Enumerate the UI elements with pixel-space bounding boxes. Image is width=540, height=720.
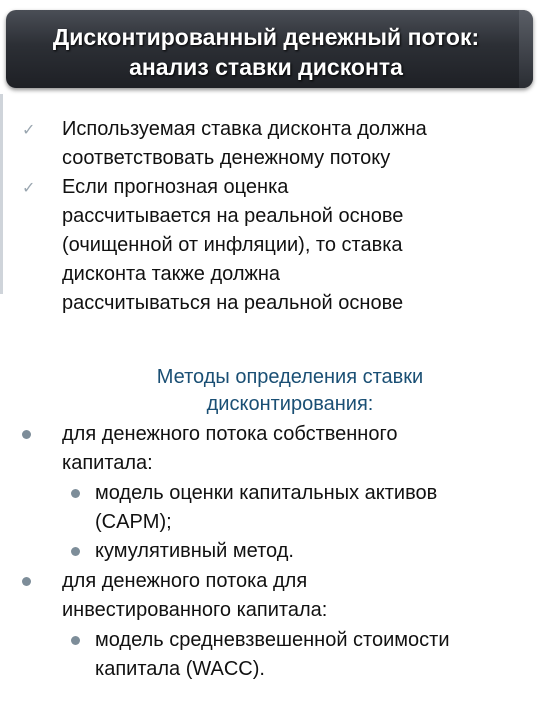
methods-heading-line-1: Методы определения ставки <box>156 366 424 388</box>
check-item-2-line-2: рассчитывается на реальной основе <box>62 205 404 227</box>
bullet-dot-icon <box>22 577 31 586</box>
title-line-1: Дисконтированный денежный поток: <box>52 24 480 50</box>
check-icon: ✓ <box>22 122 36 139</box>
method-item-2-sub-1-line-1: модель средневзвешенной стоимости <box>95 629 450 651</box>
method-item-2-line-1: для денежного потока для <box>62 570 308 592</box>
method-item-1-sub-1-line-2: (CAPM); <box>95 511 172 533</box>
method-item-2-line-2: инвестированного капитала: <box>62 599 328 621</box>
method-item-1-sub-2-line-1: кумулятивный метод. <box>95 540 294 562</box>
check-item-1-line-2: соответствовать денежному потоку <box>62 147 391 169</box>
check-item-1 <box>0 114 540 172</box>
sub-bullet-dot-icon <box>71 547 80 556</box>
check-item-2-line-3: (очищенной от инфляции), то ставка <box>62 234 403 256</box>
check-item-1-line-1: Используемая ставка дисконта должна <box>62 118 427 140</box>
check-item-2-line-4: дисконта также должна <box>62 263 281 285</box>
sub-bullet-dot-icon <box>71 636 80 645</box>
sub-bullet-dot-icon <box>71 489 80 498</box>
check-item-2-line-5: рассчитываться на реальной основе <box>62 292 404 314</box>
check-item-2-line-1: Если прогнозная оценка <box>62 176 289 198</box>
bullet-dot-icon <box>22 430 31 439</box>
title-line-2: анализ ставки дисконта <box>129 54 403 80</box>
slide-title <box>6 22 526 82</box>
method-item-1-sub-1-line-1: модель оценки капитальных активов <box>95 482 438 504</box>
check-item-2 <box>0 172 540 322</box>
method-item-2-sub-1-line-2: капитала (WACC). <box>95 658 265 680</box>
methods-heading-line-2: дисконтирования: <box>206 393 374 415</box>
check-icon: ✓ <box>22 180 36 197</box>
method-item-1-line-1: для денежного потока собственного <box>62 423 398 445</box>
check-list <box>0 114 540 322</box>
methods-heading <box>120 364 460 418</box>
method-item-1-line-2: капитала: <box>62 452 153 474</box>
